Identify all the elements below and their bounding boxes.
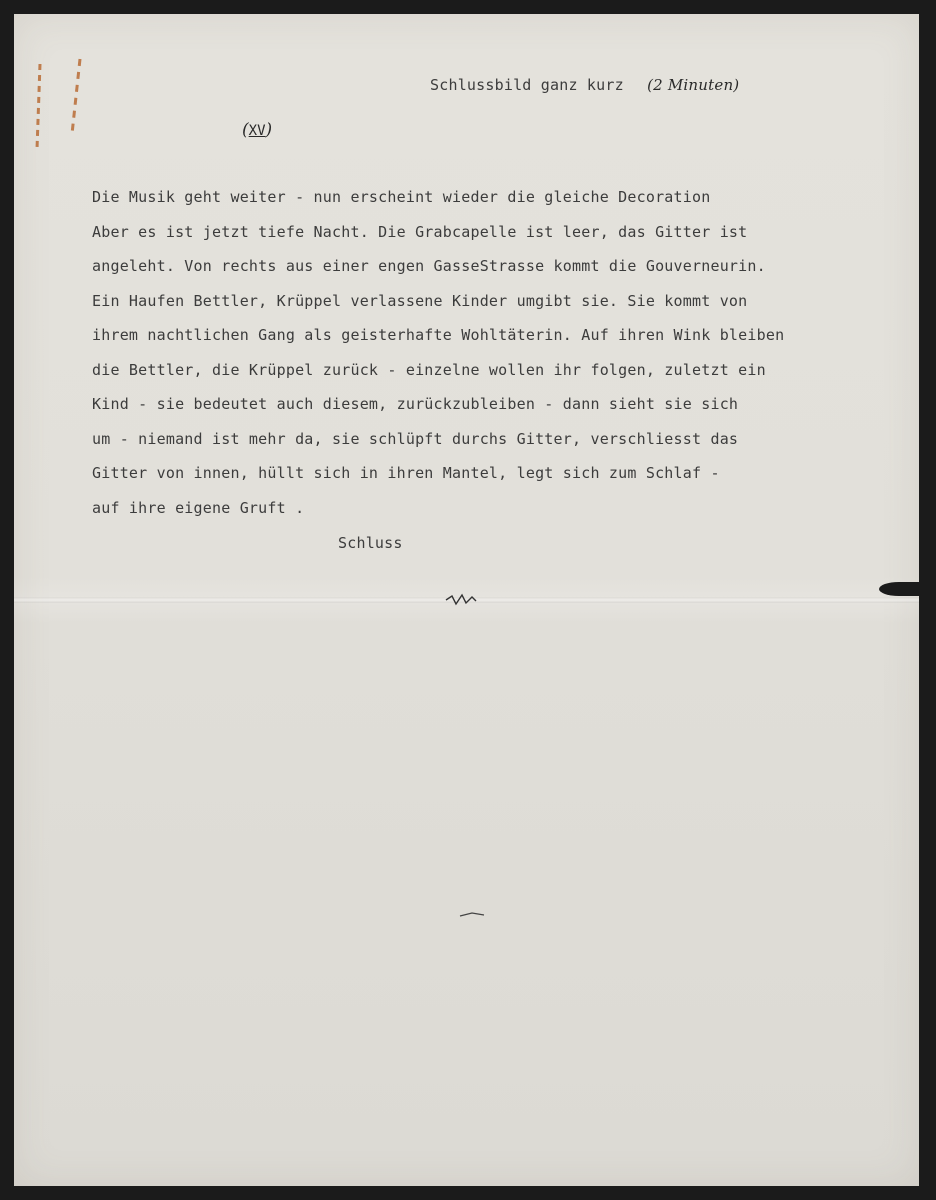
body-line: auf ihre eigene Gruft . bbox=[92, 498, 305, 517]
body-line: Aber es ist jetzt tiefe Nacht. Die Grabcapelle ist leer, das Gitter ist bbox=[92, 222, 748, 241]
section-mark: (XV) bbox=[242, 120, 273, 140]
body-line: Ein Haufen Bettler, Krüppel verlassene Kinder umgibt sie. Sie kommt von bbox=[92, 291, 748, 310]
heading-line bbox=[430, 76, 739, 94]
paper-sheet bbox=[14, 14, 919, 1186]
closing-word: Schluss bbox=[338, 534, 403, 552]
rust-stain bbox=[32, 54, 92, 154]
body-line: die Bettler, die Krüppel zurück - einzelne wollen ihr folgen, zuletzt ein bbox=[92, 360, 766, 379]
body-line: Gitter von innen, hüllt sich in ihren Mantel, legt sich zum Schlaf - bbox=[92, 464, 720, 482]
section-number: XV bbox=[248, 123, 266, 139]
paper-tear bbox=[879, 582, 919, 596]
body-text bbox=[92, 180, 892, 525]
ink-mark bbox=[458, 910, 488, 920]
body-line: Die Musik geht weiter - nun erscheint wieder die gleiche Decoration bbox=[92, 188, 711, 206]
body-line: ihrem nachtlichen Gang als geisterhafte Wohltäterin. Auf ihren Wink bleiben bbox=[92, 326, 785, 344]
body-line: angeleht. Von rechts aus einer engen GasseStrasse kommt die Gouverneurin. bbox=[92, 257, 766, 275]
heading-text: Schlussbild ganz kurz bbox=[430, 76, 624, 94]
body-line: Kind - sie bedeutet auch diesem, zurückzubleiben - dann sieht sie sich bbox=[92, 395, 739, 413]
body-line: um - niemand ist mehr da, sie schlüpft durchs Gitter, verschliesst das bbox=[92, 429, 739, 448]
ink-mark bbox=[442, 592, 482, 608]
handwritten-duration-note: (2 Minuten) bbox=[647, 76, 740, 94]
